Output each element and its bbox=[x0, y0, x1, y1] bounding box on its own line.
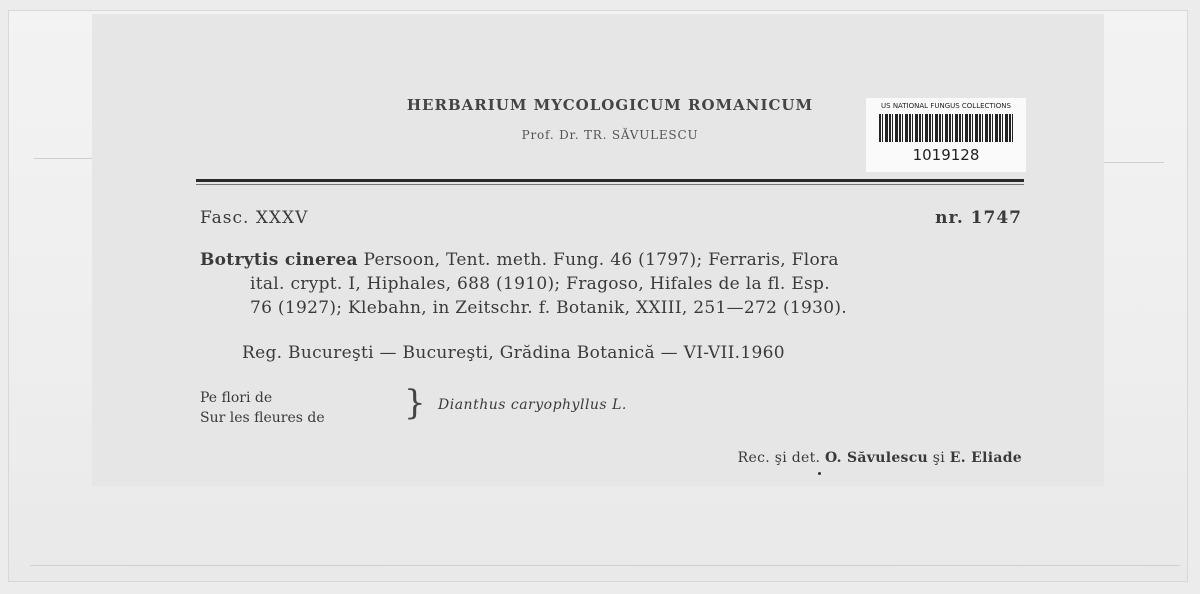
citation-line-2: ital. crypt. I, Hiphales, 688 (1910); Fragoso, Hifales de la fl. Esp. bbox=[250, 274, 830, 294]
host-species: Dianthus caryophyllus L. bbox=[438, 397, 627, 413]
barcode-icon bbox=[879, 114, 1013, 142]
host-label-ro: Pe flori de bbox=[200, 390, 273, 406]
specimen-number: nr. 1747 bbox=[935, 208, 1022, 228]
fascicle: Fasc. XXXV bbox=[200, 208, 309, 228]
collector-1: O. Săvulescu bbox=[825, 450, 929, 466]
collector-join: şi bbox=[928, 450, 950, 466]
envelope-flap-left bbox=[34, 150, 94, 159]
envelope-bottom-edge bbox=[30, 565, 1180, 566]
barcode-collection: US NATIONAL FUNGUS COLLECTIONS bbox=[881, 102, 1011, 110]
species-name: Botrytis cinerea bbox=[200, 250, 358, 270]
barcode-sticker bbox=[866, 98, 1026, 172]
locality: Reg. Bucureşti — Bucureşti, Grădina Botanică — VI-VII.1960 bbox=[242, 343, 785, 363]
ink-dot bbox=[818, 472, 821, 475]
barcode-number: 1019128 bbox=[912, 146, 980, 164]
collector-line bbox=[738, 450, 1022, 466]
collector-prefix: Rec. şi det. bbox=[737, 450, 825, 466]
header-rule bbox=[196, 179, 1024, 182]
citation-line-1 bbox=[200, 250, 839, 270]
brace-icon: } bbox=[404, 383, 426, 423]
citation-line-3: 76 (1927); Klebahn, in Zeitschr. f. Botanik, XXIII, 251—272 (1930). bbox=[250, 298, 847, 318]
citation-text-1: Persoon, Tent. meth. Fung. 46 (1797); Ferraris, Flora bbox=[357, 250, 839, 270]
header-rule-thin bbox=[196, 184, 1024, 185]
host-label-fr: Sur les fleures de bbox=[200, 410, 325, 426]
herbarium-subtitle: Prof. Dr. TR. SĂVULESCU bbox=[521, 128, 699, 142]
herbarium-title: HERBARIUM MYCOLOGICUM ROMANICUM bbox=[406, 96, 814, 114]
collector-2: E. Eliade bbox=[949, 450, 1022, 466]
envelope-flap-right bbox=[1104, 156, 1164, 163]
